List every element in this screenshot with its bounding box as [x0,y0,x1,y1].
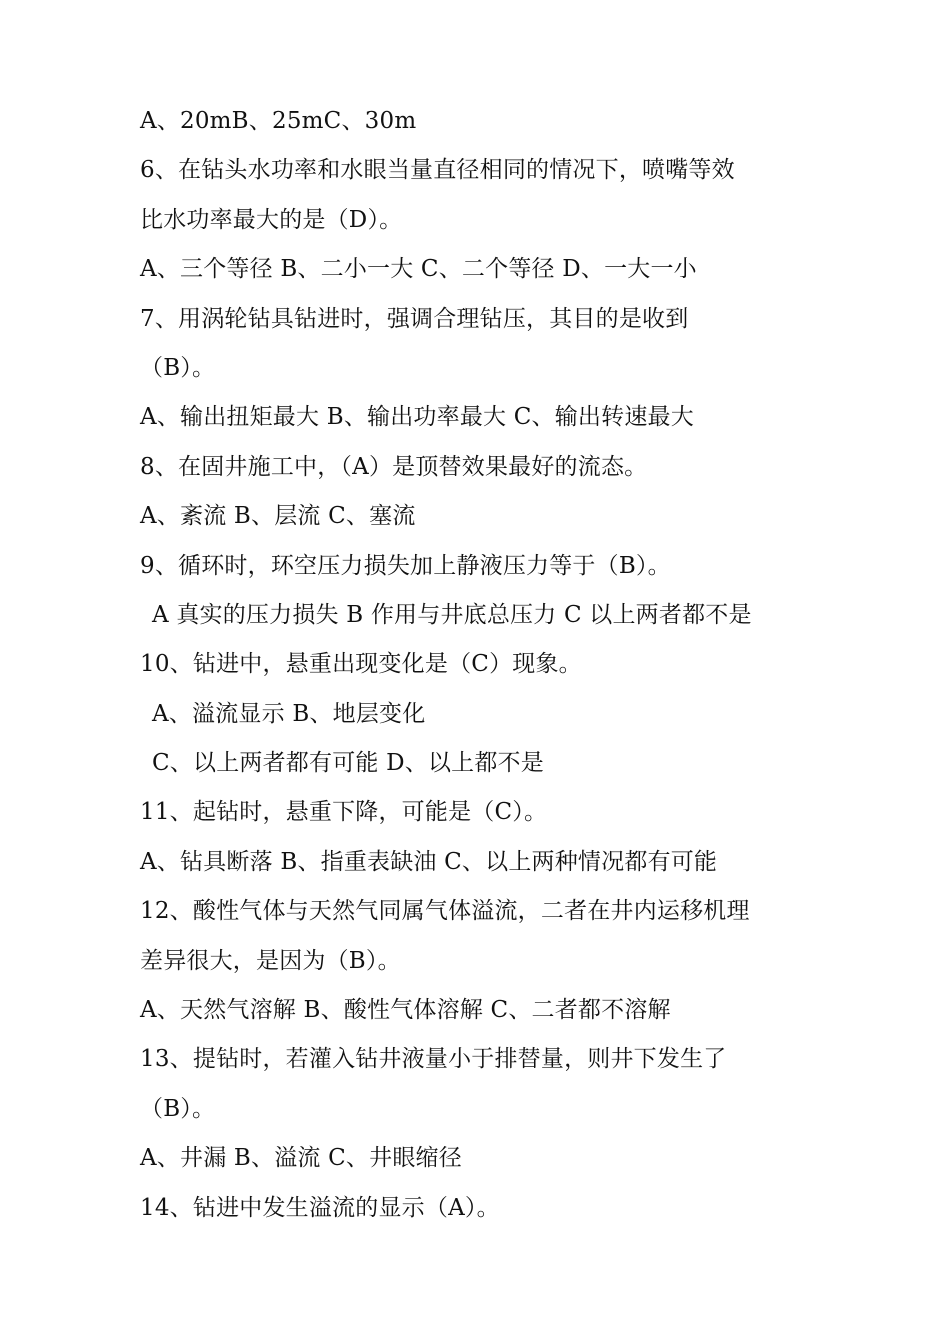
question-8-line: 8、在固井施工中，（A）是顶替效果最好的流态。 [140,453,648,480]
question-12-line-2: 差异很大，是因为（B）。 [140,947,401,974]
question-13-line-1: 13、提钻时，若灌入钻井液量小于排替量，则井下发生了 [140,1046,727,1073]
question-6-line-2: 比水功率最大的是（D）。 [140,206,403,233]
question-13-line-2: （B）。 [140,1095,216,1122]
question-10-line: 10、钻进中，悬重出现变化是（C）现象。 [140,651,582,678]
question-8-options: A、紊流 B、层流 C、塞流 [140,503,416,530]
question-6-options: A、三个等径 B、二小一大 C、二个等径 D、一大一小 [140,256,697,283]
question-11-line: 11、起钻时，悬重下降，可能是（C）。 [140,799,548,826]
question-12-options: A、天然气溶解 B、酸性气体溶解 C、二者都不溶解 [140,997,671,1024]
question-11-options: A、钻具断落 B、指重表缺油 C、以上两种情况都有可能 [140,848,718,875]
question-9-options: A 真实的压力损失 B 作用与井底总压力 C 以上两者都不是 [152,601,752,628]
question-14-line: 14、钻进中发生溢流的显示（A）。 [140,1194,500,1221]
question-10-options-1: A、溢流显示 B、地层变化 [152,700,426,727]
question-7-line-1: 7、用涡轮钻具钻进时，强调合理钻压，其目的是收到 [140,305,689,332]
document-body [140,97,820,1233]
question-6-line-1: 6、在钻头水功率和水眼当量直径相同的情况下，喷嘴等效 [140,157,735,184]
question-10-options-2: C、以上两者都有可能 D、以上都不是 [152,750,544,777]
option-line: A、20mB、25mC、30m [140,108,417,134]
question-7-line-2: （B）。 [140,354,216,381]
question-7-options: A、输出扭矩最大 B、输出功率最大 C、输出转速最大 [140,404,694,431]
question-13-options: A、井漏 B、溢流 C、井眼缩径 [140,1145,462,1172]
question-12-line-1: 12、酸性气体与天然气同属气体溢流，二者在井内运移机理 [140,898,750,925]
question-9-line: 9、循环时，环空压力损失加上静液压力等于（B）。 [140,552,671,579]
